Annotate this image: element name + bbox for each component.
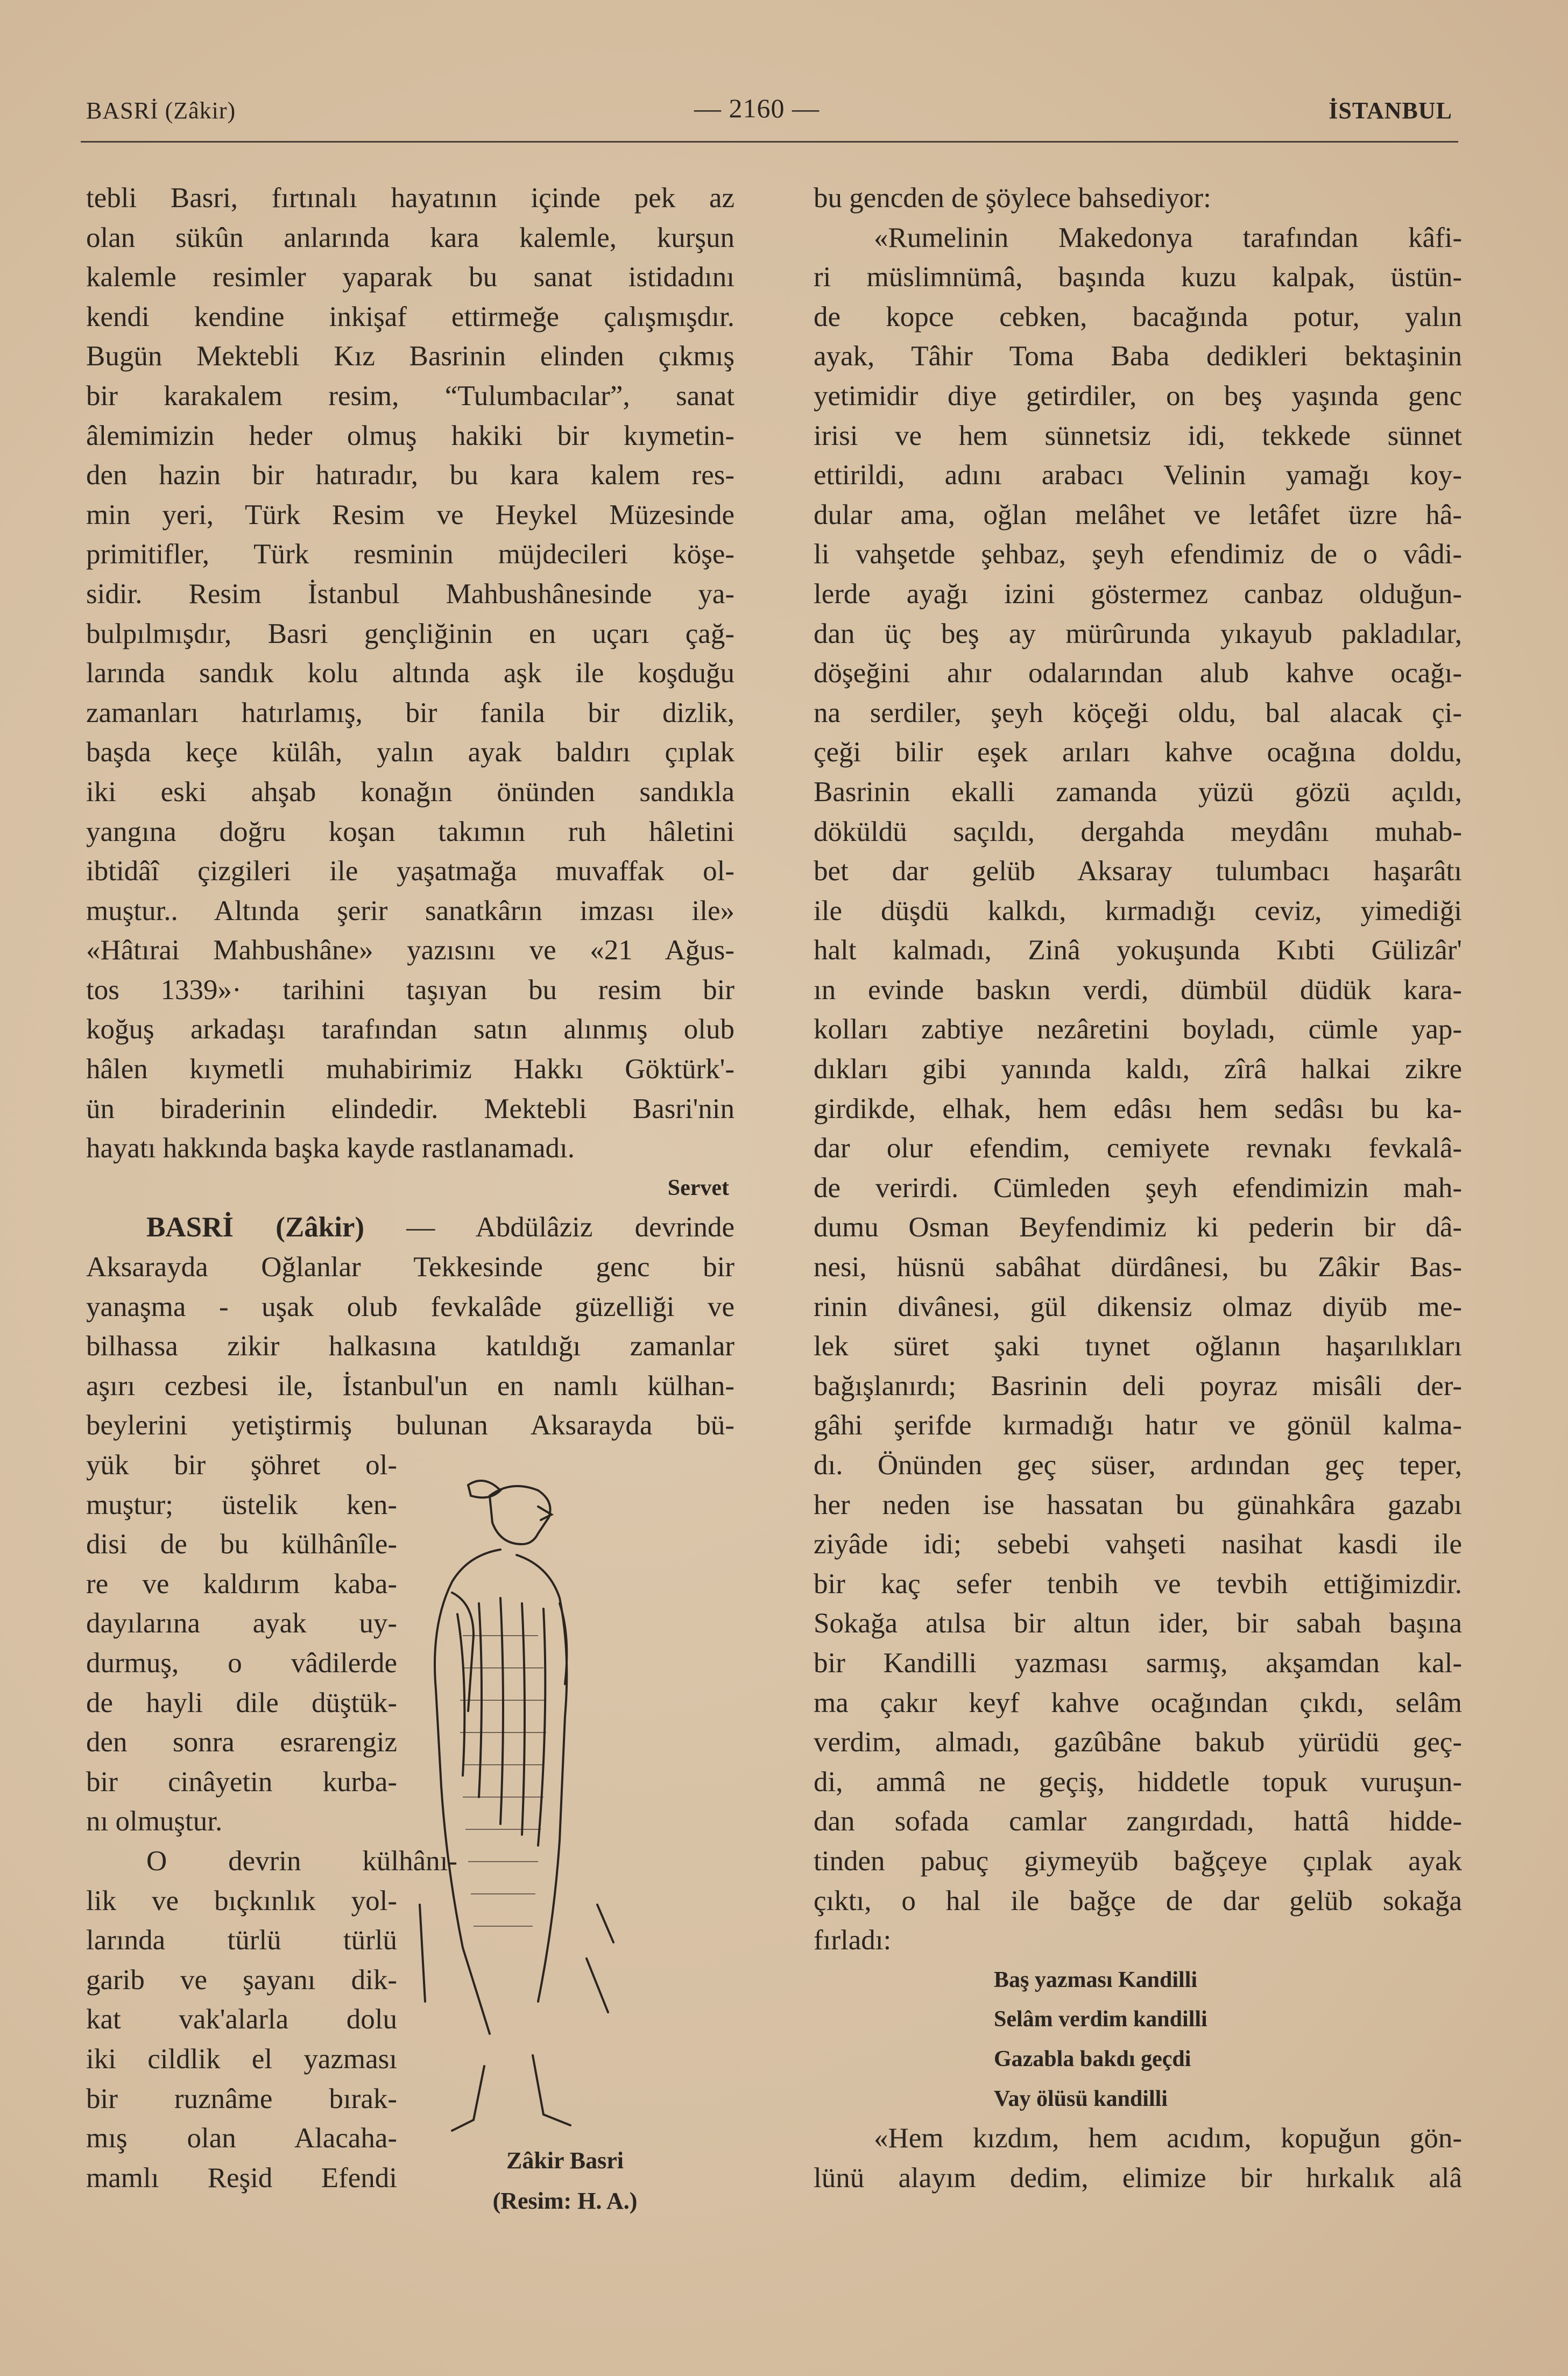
text-line: muştur.. Altında şerir sanatkârın imzası ile» (86, 895, 734, 927)
right-column (814, 179, 1462, 2198)
text-line: larında sandık kolu altında aşk ile koşduğu (86, 657, 734, 689)
text-line: lerde ayağı izini göstermez canbaz olduğun- (814, 578, 1462, 610)
running-head-left: BASRİ (Zâkir) (86, 97, 236, 124)
text-line: Aksarayda Oğlanlar Tekkesinde genc bir (86, 1251, 734, 1283)
text-line: min yeri, Türk Resim ve Heykel Müzesinde (86, 499, 734, 531)
text-line: ile düşdü kalkdı, kırmadığı ceviz, yimediği (814, 895, 1462, 927)
text-line: yük bir şöhret ol- (86, 1449, 397, 1481)
text-line: halt kalmadı, Zinâ yokuşunda Kıbti Gülizâr' (814, 935, 1462, 966)
text-line: ün biraderinin elindedir. Mektebli Basri'nin (86, 1093, 734, 1125)
text-line: dı. Önünden geç süser, ardından geç teper, (814, 1449, 1462, 1481)
text-line: zamanları hatırlamış, bir fanila bir dizlik, (86, 697, 734, 729)
text-line: kolları zabtiye nezâretini boyladı, cümle yap- (814, 1014, 1462, 1045)
text-line: larında türlü türlü (86, 1925, 397, 1956)
text-line: döşeğini ahır odalarından alub kahve ocağı- (814, 657, 1462, 689)
text-line: başda keçe külâh, yalın ayak baldırı çıplak (86, 737, 734, 768)
text-line: yetimidir diye getirdiler, on beş yaşında genc (814, 380, 1462, 412)
text-line: den hazin bir hatıradır, bu kara kalem res- (86, 459, 734, 491)
text-line: ziyâde idi; sebebi vahşeti nasihat kasdi ile (814, 1529, 1462, 1560)
text-line: dumu Osman Beyfendimiz ki pederin bir dâ- (814, 1212, 1462, 1243)
poem-line: Gazabla bakdı geçdi (994, 2046, 1191, 2071)
text-line: dıkları gibi yanında kaldı, zîrâ halkai zikre (814, 1053, 1462, 1085)
text-line: olan sükûn anlarında kara kalemle, kurşun (86, 222, 734, 253)
text-line: bulpılmışdır, Basri gençliğinin en uçarı çağ- (86, 618, 734, 649)
text-line: yangına doğru koşan takımın ruh hâletini (86, 816, 734, 847)
text-line: her neden ise hassatan bu günahkâra gazabı (814, 1489, 1462, 1521)
text-line: döküldü saçıldı, dergahda meydânı muhab- (814, 816, 1462, 847)
text-line: kalemle resimler yaparak bu sanat istidadını (86, 261, 734, 293)
text-line: primitifler, Türk resminin müjdecileri köşe- (86, 539, 734, 570)
text-line: ın evinde baskın verdi, dümbül düdük kara- (814, 974, 1462, 1006)
text-line: bir ruznâme bırak- (86, 2083, 397, 2115)
text-line: di, ammâ ne geçiş, hiddetle topuk vuruşun- (814, 1766, 1462, 1798)
text-line: gâhi şerifde kırmadığı hatır ve gönül kalma- (814, 1410, 1462, 1441)
text-line: lünü alayım dedim, elimize bir hırkalık alâ (814, 2162, 1462, 2194)
text-line: girdikde, elhak, hem edâsı hem sedâsı bu ka- (814, 1093, 1462, 1125)
text-line: nesi, hüsnü sabâhat dürdânesi, bu Zâkir Bas- (814, 1251, 1462, 1283)
text-line: bir Kandilli yazması sarmış, akşamdan kal- (814, 1647, 1462, 1679)
text-line: kendi kendine inkişaf ettirmeğe çalışmışdır. (86, 301, 734, 333)
text-line: Bugün Mektebli Kız Basrinin elinden çıkmış (86, 341, 734, 372)
text-line: koğuş arkadaşı tarafından satın alınmış olub (86, 1014, 734, 1045)
text-line: den sonra esrarengiz (86, 1727, 397, 1758)
text-line: Basrinin ekalli zamanda yüzü gözü açıldı, (814, 776, 1462, 808)
page-number: — 2160 — (694, 93, 820, 123)
text-line: dar olur efendim, cemiyete revnakı fevkalâ- (814, 1133, 1462, 1164)
text-line: hayatı hakkında başka kayde rastlanamadı. (86, 1133, 575, 1164)
text-line: de hayli dile düştük- (86, 1687, 397, 1719)
text-line: bet dar gelüb Aksaray tulumbacı haşarâtı (814, 855, 1462, 887)
text-line: dan sofada camlar zangırdadı, hattâ hidde- (814, 1806, 1462, 1837)
text-line: mamlı Reşid Efendi (86, 2162, 397, 2194)
text-line: «Rumelinin Makedonya tarafından kâfi- (874, 222, 1462, 253)
text-line: dan üç beş ay mürûrunda yıkayub pakladılar, (814, 618, 1462, 649)
text-line: bir karakalem resim, “Tulumbacılar”, sanat (86, 380, 734, 412)
poem-line: Selâm verdim kandilli (994, 2007, 1207, 2032)
text-line: ayak, Tâhir Toma Baba dedikleri bektaşinin (814, 341, 1462, 372)
text-line: yanaşma - uşak olub fevkalâde güzelliği ve (86, 1291, 734, 1323)
text-line: disi de bu külhânîle- (86, 1529, 397, 1560)
text-line: dular ama, oğlan melâhet ve letâfet üzre hâ- (814, 499, 1462, 531)
text-line: verdim, almadı, gazûbâne bakub yürüdü geç- (814, 1727, 1462, 1758)
text-line: çeği bilir eşek arıları kahve ocağına doldu, (814, 737, 1462, 768)
text-line: nı olmuştur. (86, 1806, 223, 1837)
entry-text: — Abdülâziz devrinde (406, 1212, 734, 1243)
text-line: «Hem kızdım, hem acıdım, kopuğun gön- (874, 2123, 1462, 2154)
text-line: iki eski ahşab konağın önünden sandıkla (86, 776, 734, 808)
text-line: irisi ve hem sünnetsiz idi, tekkede sünnet (814, 420, 1462, 451)
text-line: ri müslimnümâ, başında kuzu kalpak, üstün- (814, 261, 1462, 293)
header-rule (81, 141, 1458, 143)
text-line: lik ve bıçkınlık yol- (86, 1885, 397, 1917)
text-line: mış olan Alacaha- (86, 2123, 397, 2154)
text-line: re ve kaldırım kaba- (86, 1568, 397, 1600)
text-line: kat vak'alarla dolu (86, 2004, 397, 2035)
text-line: aşırı cezbesi ile, İstanbul'un en namlı külhan- (86, 1370, 734, 1402)
text-line: iki cildlik el yazması (86, 2043, 397, 2075)
text-line: lek süret şaki tıynet oğlanın haşarılıkları (814, 1331, 1462, 1362)
illustration-caption-credit: (Resim: H. A.) (492, 2188, 638, 2214)
text-line: de verirdi. Cümleden şeyh efendimizin mah- (814, 1172, 1462, 1204)
text-line: ibtidâî çizgileri ile yaşatmağa muvaffak ol- (86, 855, 734, 887)
text-line: bağışlanırdı; Basrinin deli poyraz misâli der- (814, 1370, 1462, 1402)
text-line: bir cinâyetin kurba- (86, 1766, 397, 1798)
text-line: tebli Basri, fırtınalı hayatının içinde pek az (86, 182, 734, 214)
text-line: bir kaç sefer tenbih ve tevbih ettiğimizdir. (814, 1568, 1462, 1600)
text-line: çıktı, o hal ile bağçe de dar gelüb sokağa (814, 1885, 1462, 1917)
poem-line: Vay ölüsü kandilli (994, 2086, 1168, 2111)
text-line: fırladı: (814, 1925, 892, 1956)
text-line: bilhassa zikir halkasına katıldığı zamanlar (86, 1331, 734, 1362)
text-line: muştur; üstelik ken- (86, 1489, 397, 1521)
text-line: hâlen kıymetli muhabirimiz Hakkı Göktürk'- (86, 1053, 734, 1085)
text-line: dayılarına ayak uy- (86, 1608, 397, 1639)
text-line: bu gencden de şöylece bahsediyor: (814, 182, 1211, 214)
text-line: sidir. Resim İstanbul Mahbushânesinde ya- (86, 578, 734, 610)
text-line: na serdiler, şeyh köçeği oldu, bal alacak çi- (814, 697, 1462, 729)
text-line: Sokağa atılsa bir altun ider, bir sabah başına (814, 1608, 1462, 1639)
text-line: tinden pabuç giymeyüb bağçeye çıplak ayak (814, 1845, 1462, 1877)
text-line: durmuş, o vâdilerde (86, 1647, 397, 1679)
text-line: âlemimizin heder olmuş hakiki bir kıymetin- (86, 420, 734, 451)
text-line: tos 1339»· tarihini taşıyan bu resim bir (86, 974, 734, 1006)
text-line: O devrin külhânı- (146, 1845, 457, 1877)
running-head-right: İSTANBUL (1329, 97, 1452, 124)
text-line: li vahşetde şehbaz, şeyh efendimiz de o vâdi- (814, 539, 1462, 570)
text-line: garib ve şayanı dik- (86, 1964, 397, 1996)
text-line: rinin divânesi, gül dikensiz olmaz diyüb me- (814, 1291, 1462, 1323)
entry-title: BASRİ (Zâkir) (146, 1212, 365, 1243)
text-line: ettirildi, adını arabacı Velinin yamağı koy- (814, 459, 1462, 491)
text-line: ma çakır keyf kahve ocağından çıkdı, selâm (814, 1687, 1462, 1719)
text-line: «Hâtırai Mahbushâne» yazısını ve «21 Ağus- (86, 935, 734, 966)
poem-line: Baş yazması Kandilli (994, 1967, 1198, 1992)
entry-heading-line (86, 1208, 734, 1248)
text-line: beylerini yetiştirmiş bulunan Aksarayda bü- (86, 1410, 734, 1441)
illustration-zakir-basri (409, 1474, 721, 2141)
signature: Servet (667, 1175, 729, 1200)
text-line: de kopce cebken, bacağında potur, yalın (814, 301, 1462, 333)
illustration-caption-title: Zâkir Basri (506, 2147, 624, 2174)
